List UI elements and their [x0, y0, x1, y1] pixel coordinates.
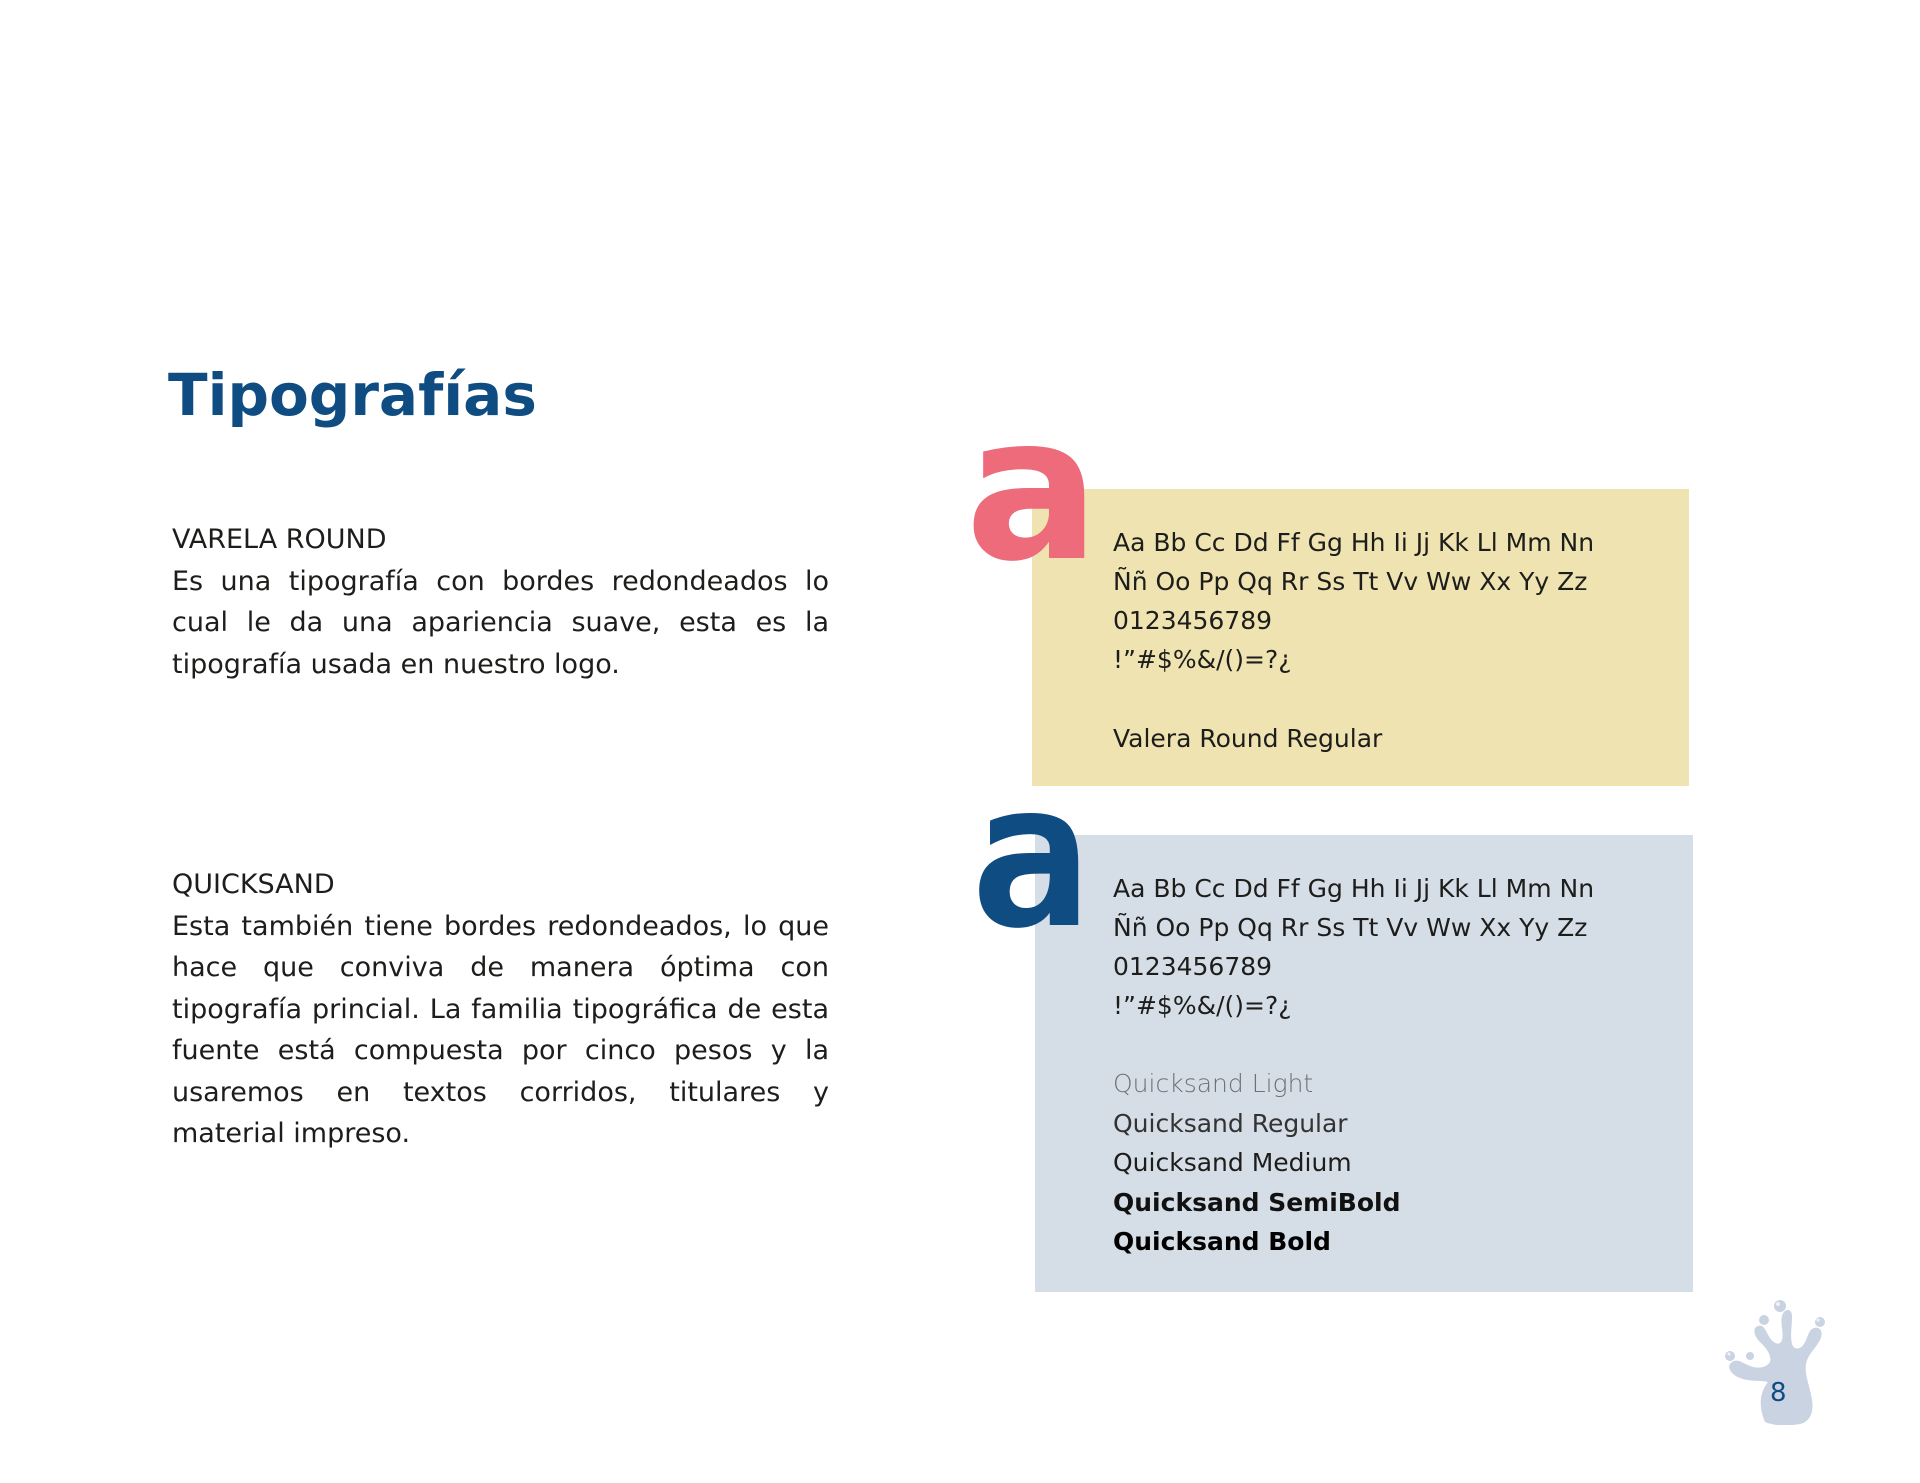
section-body: Es una tipografía con bordes redondeados lo cual le da una apariencia suave, esta es la tipografía usada en nuestro logo. [172, 565, 829, 680]
quicksand-sample-letter: a [970, 740, 1091, 973]
weight-bold-label: Quicksand Bold [1113, 1227, 1331, 1256]
section-quicksand [172, 864, 829, 1155]
section-body: Esta también tiene bordes redondeados, lo que hace que conviva de manera óptima con tipografía princial. La familia tipográfica de esta fuente está compuesta por cinco pesos y la usaremos en textos corridos, titulares y material impreso. [172, 910, 829, 1149]
glyph-line-letters: Aa Bb Cc Dd Ff Gg Hh Ii Jj Kk Ll Mm Nn [1113, 874, 1595, 903]
glyph-line-symbols: !”#$%&/()=?¿ [1113, 991, 1292, 1020]
glyph-line-letters: Aa Bb Cc Dd Ff Gg Hh Ii Jj Kk Ll Mm Nn [1113, 528, 1595, 557]
section-heading: QUICKSAND [172, 869, 335, 900]
weight-light-label: Quicksand Light [1113, 1069, 1314, 1098]
varela-sample-letter: a [965, 373, 1100, 606]
varela-glyph-set [1113, 523, 1594, 679]
page-title: Tipografías [168, 361, 537, 429]
quicksand-glyph-set [1113, 869, 1594, 1025]
page-number: 8 [1770, 1378, 1787, 1408]
glyph-line-letters: Ññ Oo Pp Qq Rr Ss Tt Vv Ww Xx Yy Zz [1113, 567, 1588, 596]
glyph-line-digits: 0123456789 [1113, 606, 1273, 635]
weight-medium-label: Quicksand Medium [1113, 1148, 1352, 1177]
weight-regular-label: Quicksand Regular [1113, 1108, 1348, 1138]
glyph-line-symbols: !”#$%&/()=?¿ [1113, 645, 1292, 674]
glyph-line-letters: Ññ Oo Pp Qq Rr Ss Tt Vv Ww Xx Yy Zz [1113, 913, 1588, 942]
section-varela-round [172, 519, 829, 685]
section-heading: VARELA ROUND [172, 524, 387, 555]
weight-regular-label: Valera Round Regular [1113, 724, 1383, 753]
quicksand-weight-list [1113, 1064, 1401, 1262]
varela-weight-list [1113, 719, 1382, 759]
weight-semibold-label: Quicksand SemiBold [1113, 1187, 1401, 1217]
glyph-line-digits: 0123456789 [1113, 952, 1273, 981]
